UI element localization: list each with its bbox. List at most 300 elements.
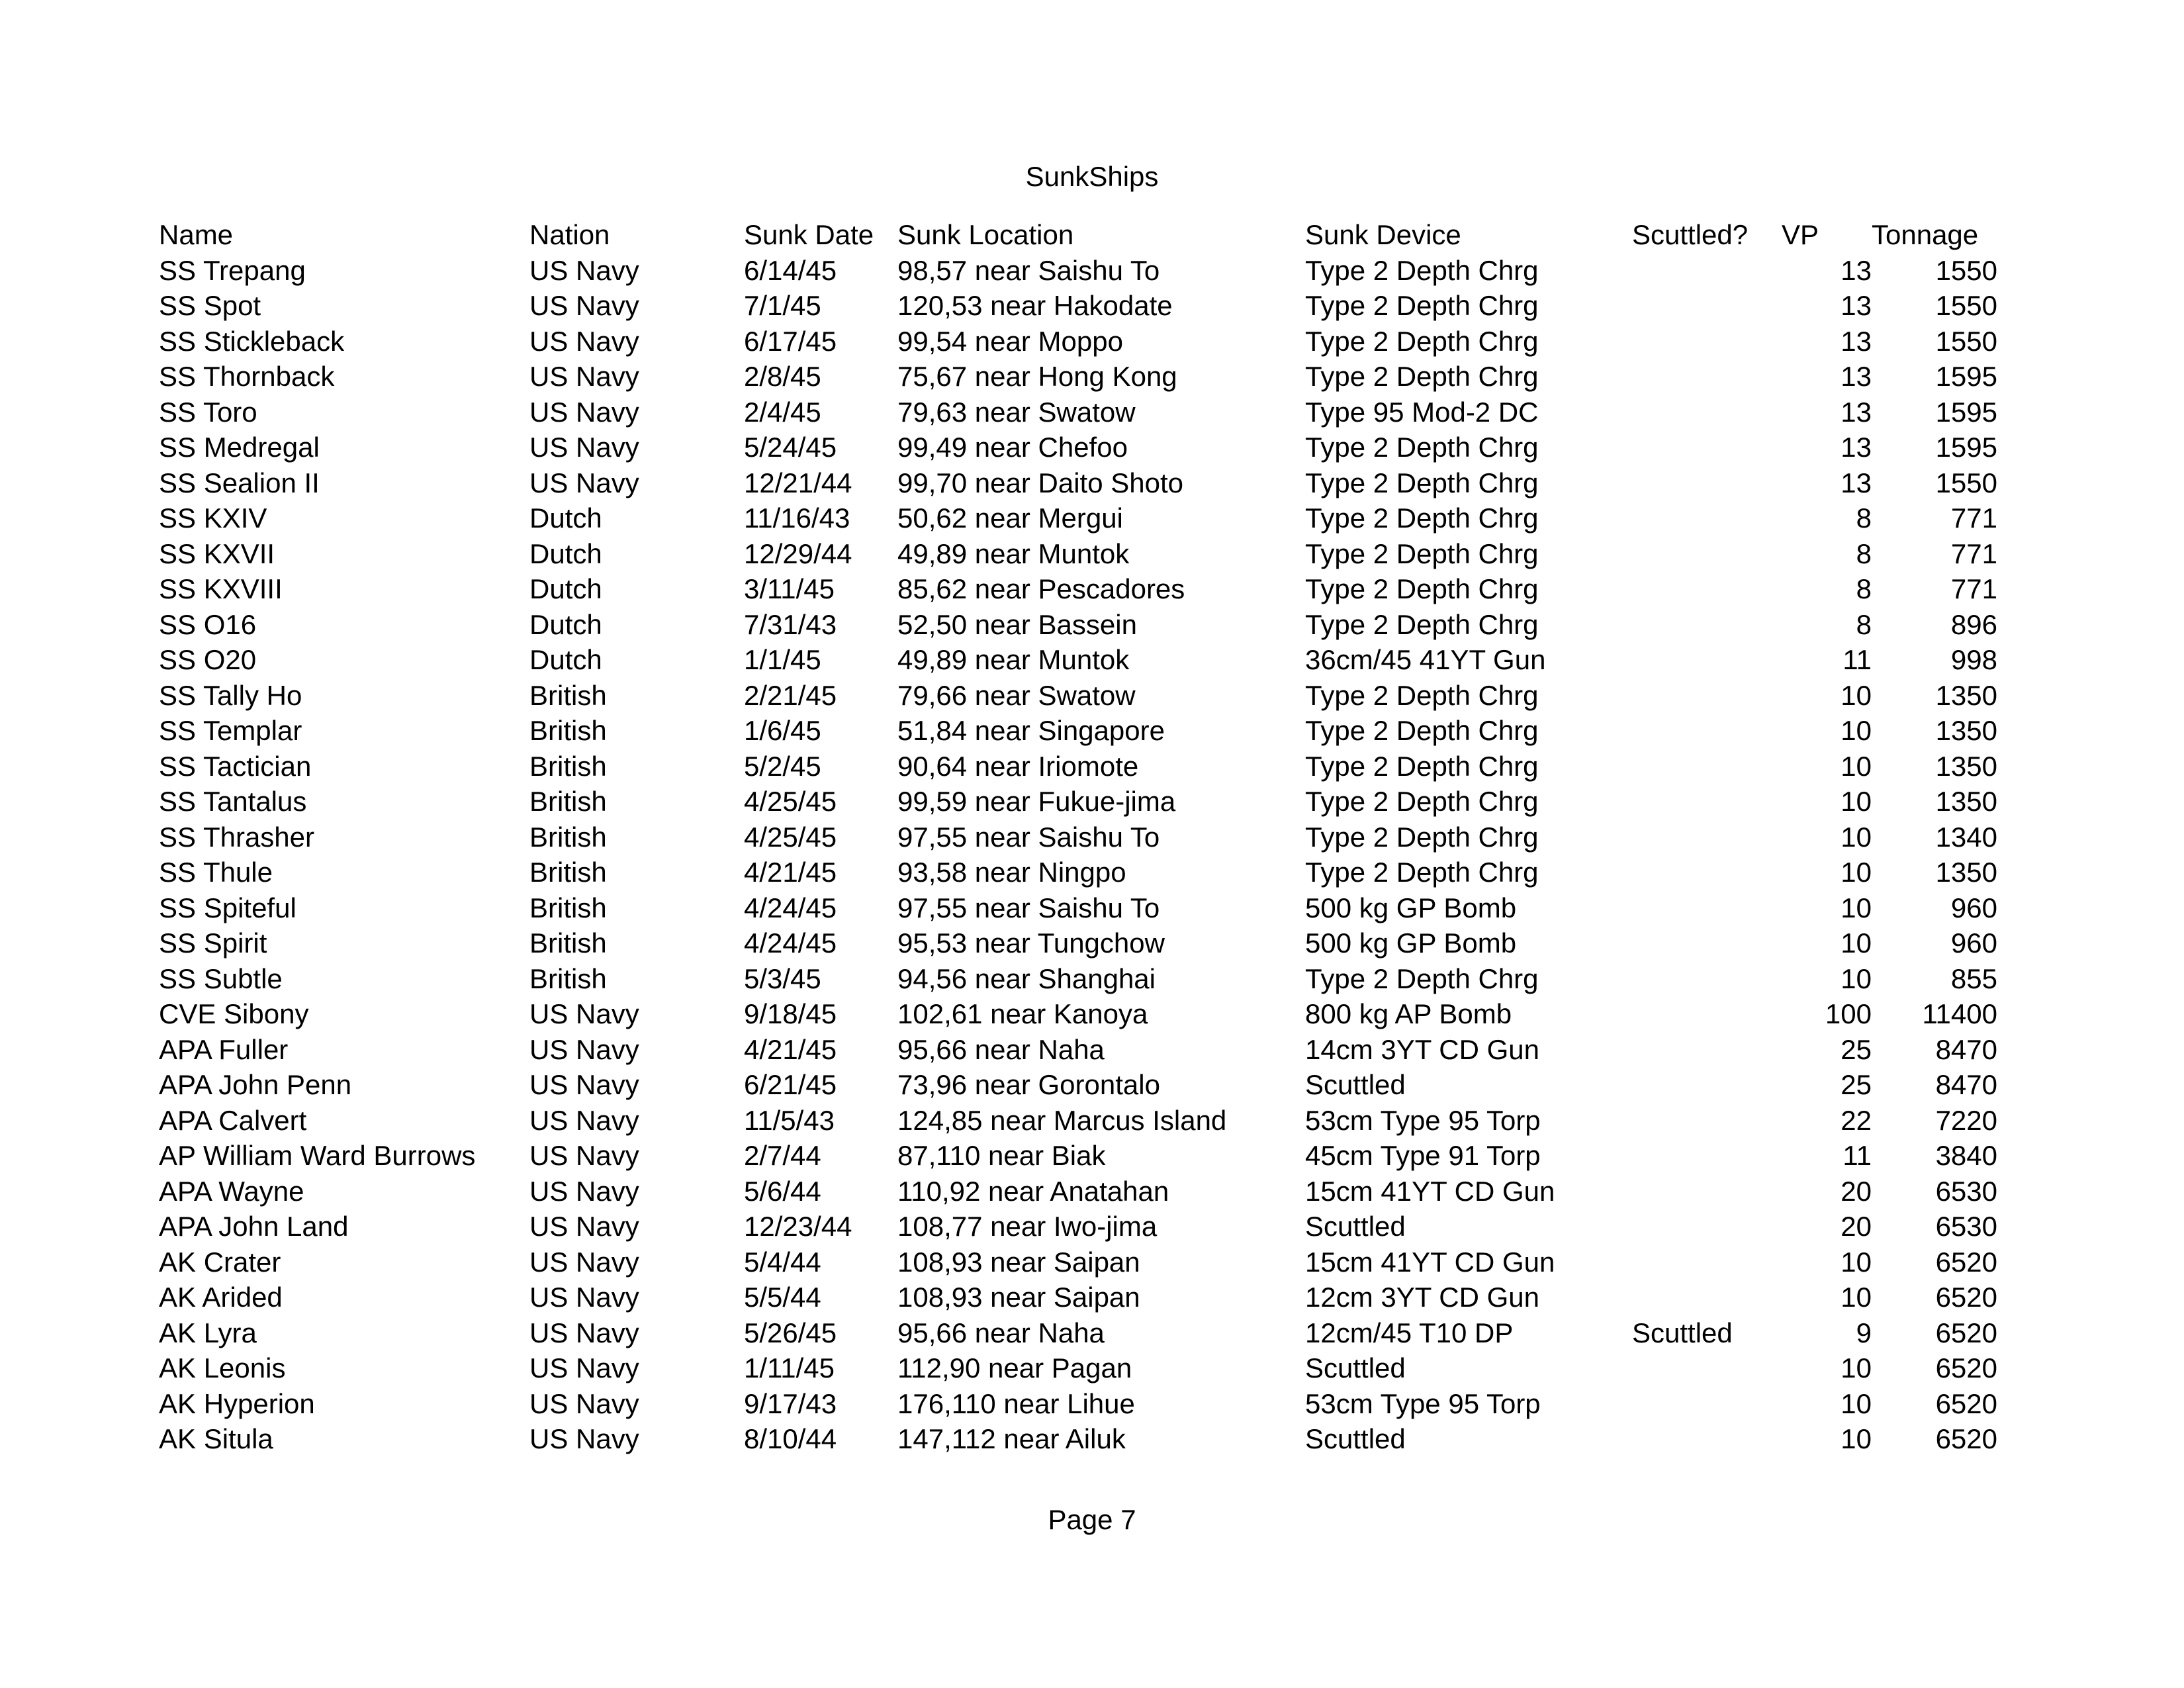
cell-sunk-device: Scuttled [1305, 1352, 1406, 1383]
cell-nation: British [529, 679, 607, 711]
cell-tonnage: 1350 [1935, 679, 1997, 711]
cell-scuttled [1632, 996, 1772, 1032]
cell-name: SS Tally Ho [159, 679, 302, 711]
cell-tonnage: 8470 [1935, 1069, 1997, 1100]
cell-sunk-device: Type 2 Depth Chrg [1305, 679, 1539, 711]
cell-sunk-date: 1/11/45 [744, 1352, 835, 1383]
cell-tonnage: 1550 [1935, 254, 1997, 286]
table-row [159, 1386, 1997, 1422]
cell-vp: 10 [1841, 821, 1872, 853]
cell-sunk-location: 90,64 near Iriomote [897, 750, 1139, 782]
cell-tonnage: 6530 [1935, 1175, 1997, 1207]
cell-scuttled [1632, 1421, 1772, 1457]
cell-name: APA Fuller [159, 1033, 289, 1065]
cell-nation: Dutch [529, 644, 602, 675]
cell-sunk-location: 49,89 near Muntok [897, 538, 1130, 569]
cell-scuttled [1632, 678, 1772, 714]
cell-nation: US Navy [529, 1387, 639, 1419]
cell-tonnage: 1350 [1935, 750, 1997, 782]
header-scuttled: Scuttled? [1632, 219, 1749, 250]
cell-sunk-location: 99,54 near Moppo [897, 325, 1123, 357]
cell-scuttled [1632, 925, 1772, 961]
cell-name: APA Calvert [159, 1104, 307, 1136]
cell-sunk-location: 94,56 near Shanghai [897, 962, 1156, 994]
cell-sunk-location: 79,66 near Swatow [897, 679, 1136, 711]
cell-nation: US Navy [529, 254, 639, 286]
cell-scuttled [1632, 1350, 1772, 1386]
cell-sunk-device: Type 95 Mod-2 DC [1305, 396, 1539, 428]
cell-name: SS Thule [159, 857, 273, 888]
cell-sunk-date: 2/21/45 [744, 679, 837, 711]
cell-vp: 10 [1841, 857, 1872, 888]
cell-sunk-device: 500 kg GP Bomb [1305, 927, 1517, 959]
cell-sunk-date: 2/4/45 [744, 396, 821, 428]
cell-nation: US Navy [529, 467, 639, 498]
cell-nation: US Navy [529, 1104, 639, 1136]
table-row [159, 996, 1997, 1032]
table-row [159, 607, 1997, 643]
cell-tonnage: 960 [1950, 927, 1997, 959]
cell-sunk-location: 85,62 near Pescadores [897, 573, 1185, 604]
cell-vp: 10 [1841, 750, 1872, 782]
cell-nation: Dutch [529, 608, 602, 640]
cell-sunk-date: 5/2/45 [744, 750, 821, 782]
cell-name: SS Thornback [159, 361, 335, 392]
cell-name: AK Lyra [159, 1317, 257, 1348]
cell-name: AK Crater [159, 1246, 281, 1278]
cell-vp: 9 [1856, 1317, 1872, 1348]
table-row [159, 536, 1997, 572]
cell-sunk-location: 176,110 near Lihue [897, 1387, 1135, 1419]
cell-name: SS KXIV [159, 502, 267, 534]
cell-sunk-date: 12/23/44 [744, 1211, 852, 1242]
cell-sunk-location: 112,90 near Pagan [897, 1352, 1132, 1383]
cell-vp: 13 [1841, 325, 1872, 357]
cell-name: AK Leonis [159, 1352, 286, 1383]
table-row [159, 890, 1997, 926]
cell-sunk-location: 110,92 near Anatahan [897, 1175, 1169, 1207]
cell-vp: 25 [1841, 1069, 1872, 1100]
header-sunk-location: Sunk Location [897, 219, 1074, 250]
cell-tonnage: 11400 [1922, 998, 1997, 1029]
cell-nation: US Navy [529, 1352, 639, 1383]
cell-sunk-location: 51,84 near Singapore [897, 715, 1165, 746]
cell-nation: British [529, 892, 607, 923]
cell-vp: 20 [1841, 1175, 1872, 1207]
cell-sunk-location: 75,67 near Hong Kong [897, 361, 1177, 392]
cell-nation: US Navy [529, 1423, 639, 1454]
cell-vp: 10 [1841, 715, 1872, 746]
cell-sunk-device: Type 2 Depth Chrg [1305, 290, 1539, 321]
cell-name: SS Medregal [159, 432, 320, 463]
cell-scuttled [1632, 1067, 1772, 1103]
cell-sunk-device: Type 2 Depth Chrg [1305, 821, 1539, 853]
cell-name: SS Tantalus [159, 786, 307, 817]
cell-nation: British [529, 750, 607, 782]
cell-tonnage: 6520 [1935, 1387, 1997, 1419]
table-row [159, 253, 1997, 289]
cell-sunk-date: 5/26/45 [744, 1317, 837, 1348]
table-row [159, 925, 1997, 961]
cell-nation: British [529, 715, 607, 746]
cell-nation: US Navy [529, 432, 639, 463]
table-row [159, 642, 1997, 678]
cell-sunk-location: 97,55 near Saishu To [897, 821, 1160, 853]
table-row [159, 324, 1997, 359]
cell-scuttled [1632, 430, 1772, 465]
cell-name: CVE Sibony [159, 998, 309, 1029]
cell-sunk-date: 4/21/45 [744, 1033, 837, 1065]
cell-tonnage: 6520 [1935, 1423, 1997, 1454]
cell-name: SS O16 [159, 608, 257, 640]
cell-sunk-device: Type 2 Depth Chrg [1305, 573, 1539, 604]
cell-sunk-device: Type 2 Depth Chrg [1305, 325, 1539, 357]
cell-tonnage: 960 [1950, 892, 1997, 923]
cell-sunk-device: Type 2 Depth Chrg [1305, 538, 1539, 569]
cell-tonnage: 896 [1950, 608, 1997, 640]
cell-vp: 8 [1856, 573, 1872, 604]
cell-sunk-location: 98,57 near Saishu To [897, 254, 1160, 286]
cell-sunk-device: 15cm 41YT CD Gun [1305, 1246, 1555, 1278]
cell-scuttled [1632, 395, 1772, 430]
cell-scuttled [1632, 1244, 1772, 1280]
cell-sunk-device: Type 2 Depth Chrg [1305, 962, 1539, 994]
cell-nation: US Navy [529, 1282, 639, 1313]
cell-sunk-date: 9/18/45 [744, 998, 837, 1029]
cell-sunk-date: 4/25/45 [744, 821, 837, 853]
cell-sunk-location: 108,93 near Saipan [897, 1282, 1140, 1313]
cell-scuttled [1632, 855, 1772, 890]
cell-nation: British [529, 927, 607, 959]
table-row [159, 855, 1997, 890]
table-row [159, 713, 1997, 749]
cell-sunk-date: 6/21/45 [744, 1069, 837, 1100]
cell-sunk-date: 12/29/44 [744, 538, 852, 569]
cell-vp: 22 [1841, 1104, 1872, 1136]
cell-sunk-device: Type 2 Depth Chrg [1305, 786, 1539, 817]
cell-sunk-date: 4/21/45 [744, 857, 837, 888]
cell-name: APA John Penn [159, 1069, 352, 1100]
page-footer: Page 7 [1048, 1504, 1136, 1535]
cell-vp: 20 [1841, 1211, 1872, 1242]
cell-scuttled [1632, 607, 1772, 643]
table-row [159, 500, 1997, 536]
cell-nation: US Navy [529, 1033, 639, 1065]
cell-nation: British [529, 786, 607, 817]
cell-sunk-location: 79,63 near Swatow [897, 396, 1136, 428]
cell-nation: US Navy [529, 1069, 639, 1100]
header-row [159, 217, 1997, 253]
cell-tonnage: 1350 [1935, 857, 1997, 888]
cell-tonnage: 771 [1950, 538, 1997, 569]
table-row [159, 1067, 1997, 1103]
cell-tonnage: 3840 [1935, 1140, 1997, 1171]
cell-sunk-date: 4/24/45 [744, 927, 837, 959]
cell-sunk-location: 93,58 near Ningpo [897, 857, 1126, 888]
cell-tonnage: 1340 [1935, 821, 1997, 853]
cell-vp: 10 [1841, 1246, 1872, 1278]
cell-vp: 10 [1841, 1352, 1872, 1383]
cell-tonnage: 1550 [1935, 467, 1997, 498]
cell-vp: 10 [1841, 962, 1872, 994]
sunk-ships-table [159, 217, 1997, 1457]
cell-vp: 10 [1841, 1282, 1872, 1313]
cell-sunk-device: 15cm 41YT CD Gun [1305, 1175, 1555, 1207]
table-row [159, 465, 1997, 501]
cell-scuttled [1632, 1386, 1772, 1422]
cell-sunk-device: 800 kg AP Bomb [1305, 998, 1512, 1029]
cell-name: SS Stickleback [159, 325, 345, 357]
cell-sunk-date: 4/25/45 [744, 786, 837, 817]
page-title: SunkShips [1025, 161, 1159, 192]
cell-nation: US Navy [529, 290, 639, 321]
cell-name: SS Spiteful [159, 892, 296, 923]
cell-sunk-date: 4/24/45 [744, 892, 837, 923]
table-row [159, 1209, 1997, 1244]
cell-tonnage: 8470 [1935, 1033, 1997, 1065]
cell-sunk-date: 1/6/45 [744, 715, 821, 746]
cell-vp: 11 [1843, 644, 1872, 675]
cell-scuttled [1632, 1280, 1772, 1315]
cell-tonnage: 771 [1950, 502, 1997, 534]
cell-scuttled [1632, 820, 1772, 855]
header-sunk-date: Sunk Date [744, 219, 874, 250]
cell-name: AK Arided [159, 1282, 283, 1313]
cell-vp: 10 [1841, 927, 1872, 959]
cell-name: APA John Land [159, 1211, 349, 1242]
cell-tonnage: 6520 [1935, 1317, 1997, 1348]
cell-nation: Dutch [529, 502, 602, 534]
cell-nation: US Navy [529, 1175, 639, 1207]
cell-sunk-date: 5/4/44 [744, 1246, 821, 1278]
cell-scuttled [1632, 713, 1772, 749]
cell-vp: 13 [1841, 432, 1872, 463]
cell-vp: 25 [1841, 1033, 1872, 1065]
cell-sunk-date: 5/3/45 [744, 962, 821, 994]
cell-sunk-location: 120,53 near Hakodate [897, 290, 1173, 321]
cell-vp: 13 [1841, 361, 1872, 392]
cell-scuttled [1632, 465, 1772, 501]
cell-vp: 10 [1841, 679, 1872, 711]
cell-sunk-device: Type 2 Depth Chrg [1305, 361, 1539, 392]
cell-nation: US Navy [529, 361, 639, 392]
cell-sunk-date: 2/8/45 [744, 361, 821, 392]
cell-sunk-location: 99,70 near Daito Shoto [897, 467, 1183, 498]
table-row [159, 1174, 1997, 1209]
cell-vp: 8 [1856, 538, 1872, 569]
table-row [159, 1244, 1997, 1280]
cell-sunk-date: 7/1/45 [744, 290, 821, 321]
cell-name: SS O20 [159, 644, 257, 675]
cell-scuttled: Scuttled [1632, 1317, 1733, 1348]
cell-nation: US Navy [529, 1246, 639, 1278]
cell-sunk-date: 7/31/43 [744, 608, 837, 640]
cell-sunk-device: Scuttled [1305, 1211, 1406, 1242]
cell-name: AK Hyperion [159, 1387, 315, 1419]
cell-tonnage: 6530 [1935, 1211, 1997, 1242]
table-row [159, 359, 1997, 395]
cell-sunk-device: Type 2 Depth Chrg [1305, 857, 1539, 888]
cell-sunk-location: 124,85 near Marcus Island [897, 1104, 1227, 1136]
cell-name: SS Spot [159, 290, 261, 321]
table-row [159, 1032, 1997, 1068]
table-row [159, 1421, 1997, 1457]
cell-sunk-location: 52,50 near Bassein [897, 608, 1137, 640]
table-row [159, 1103, 1997, 1139]
table-row [159, 395, 1997, 430]
cell-scuttled [1632, 1032, 1772, 1068]
cell-name: SS Toro [159, 396, 257, 428]
cell-vp: 13 [1841, 467, 1872, 498]
cell-vp: 10 [1841, 786, 1872, 817]
cell-vp: 11 [1843, 1140, 1872, 1171]
cell-scuttled [1632, 253, 1772, 289]
cell-scuttled [1632, 1103, 1772, 1139]
cell-sunk-location: 95,66 near Naha [897, 1033, 1105, 1065]
cell-sunk-location: 95,66 near Naha [897, 1317, 1105, 1348]
cell-sunk-device: Type 2 Depth Chrg [1305, 432, 1539, 463]
cell-tonnage: 1350 [1935, 786, 1997, 817]
cell-tonnage: 6520 [1935, 1246, 1997, 1278]
cell-sunk-date: 2/7/44 [744, 1140, 821, 1171]
cell-sunk-date: 1/1/45 [744, 644, 821, 675]
cell-sunk-device: 12cm 3YT CD Gun [1305, 1282, 1540, 1313]
table-row [159, 430, 1997, 465]
cell-nation: US Navy [529, 396, 639, 428]
cell-scuttled [1632, 288, 1772, 324]
cell-scuttled [1632, 784, 1772, 820]
cell-sunk-location: 102,61 near Kanoya [897, 998, 1148, 1029]
cell-sunk-device: 53cm Type 95 Torp [1305, 1387, 1541, 1419]
cell-name: SS Tactician [159, 750, 312, 782]
cell-name: AK Situla [159, 1423, 273, 1454]
cell-sunk-location: 95,53 near Tungchow [897, 927, 1165, 959]
cell-tonnage: 6520 [1935, 1352, 1997, 1383]
cell-sunk-device: Type 2 Depth Chrg [1305, 608, 1539, 640]
cell-nation: British [529, 821, 607, 853]
cell-name: SS Thrasher [159, 821, 314, 853]
table-row [159, 961, 1997, 997]
table-row [159, 1138, 1997, 1174]
cell-scuttled [1632, 749, 1772, 784]
cell-name: SS KXVIII [159, 573, 283, 604]
cell-sunk-location: 99,59 near Fukue-jima [897, 786, 1176, 817]
cell-vp: 8 [1856, 502, 1872, 534]
cell-sunk-date: 6/14/45 [744, 254, 837, 286]
cell-name: SS Spirit [159, 927, 267, 959]
cell-sunk-location: 73,96 near Gorontalo [897, 1069, 1160, 1100]
cell-nation: US Navy [529, 325, 639, 357]
cell-sunk-date: 6/17/45 [744, 325, 837, 357]
cell-sunk-date: 11/16/43 [744, 502, 850, 534]
cell-sunk-device: Type 2 Depth Chrg [1305, 715, 1539, 746]
cell-sunk-date: 5/5/44 [744, 1282, 821, 1313]
header-nation: Nation [529, 219, 610, 250]
table-row [159, 749, 1997, 784]
cell-sunk-date: 12/21/44 [744, 467, 852, 498]
cell-tonnage: 998 [1950, 644, 1997, 675]
cell-sunk-location: 97,55 near Saishu To [897, 892, 1160, 923]
cell-tonnage: 1550 [1935, 325, 1997, 357]
cell-scuttled [1632, 1209, 1772, 1244]
table-row [159, 1280, 1997, 1315]
cell-tonnage: 1595 [1935, 361, 1997, 392]
cell-sunk-device: 14cm 3YT CD Gun [1305, 1033, 1540, 1065]
header-tonnage: Tonnage [1872, 219, 1979, 250]
cell-sunk-location: 49,89 near Muntok [897, 644, 1130, 675]
cell-vp: 13 [1841, 254, 1872, 286]
cell-nation: US Navy [529, 1140, 639, 1171]
table-row [159, 1350, 1997, 1386]
cell-sunk-location: 50,62 near Mergui [897, 502, 1123, 534]
cell-scuttled [1632, 571, 1772, 607]
cell-name: SS Subtle [159, 962, 283, 994]
cell-name: SS Templar [159, 715, 302, 746]
cell-name: APA Wayne [159, 1175, 304, 1207]
cell-tonnage: 1350 [1935, 715, 1997, 746]
cell-sunk-location: 87,110 near Biak [897, 1140, 1106, 1171]
cell-vp: 8 [1856, 608, 1872, 640]
header-vp: VP [1782, 219, 1819, 250]
cell-nation: US Navy [529, 1211, 639, 1242]
cell-nation: Dutch [529, 538, 602, 569]
table-row [159, 1315, 1997, 1351]
cell-scuttled [1632, 1138, 1772, 1174]
cell-scuttled [1632, 890, 1772, 926]
cell-tonnage: 1550 [1935, 290, 1997, 321]
cell-scuttled [1632, 359, 1772, 395]
cell-nation: British [529, 962, 607, 994]
table-body [159, 253, 1997, 1457]
table-row [159, 820, 1997, 855]
cell-vp: 10 [1841, 1387, 1872, 1419]
cell-name: SS KXVII [159, 538, 275, 569]
cell-sunk-device: Type 2 Depth Chrg [1305, 502, 1539, 534]
cell-scuttled [1632, 324, 1772, 359]
cell-sunk-device: 12cm/45 T10 DP [1305, 1317, 1514, 1348]
table-row [159, 288, 1997, 324]
cell-vp: 13 [1841, 290, 1872, 321]
cell-sunk-date: 11/5/43 [744, 1104, 835, 1136]
cell-tonnage: 7220 [1935, 1104, 1997, 1136]
cell-sunk-device: Type 2 Depth Chrg [1305, 750, 1539, 782]
cell-nation: US Navy [529, 998, 639, 1029]
cell-scuttled [1632, 642, 1772, 678]
cell-vp: 13 [1841, 396, 1872, 428]
cell-sunk-device: 53cm Type 95 Torp [1305, 1104, 1541, 1136]
cell-scuttled [1632, 536, 1772, 572]
cell-nation: Dutch [529, 573, 602, 604]
cell-name: SS Sealion II [159, 467, 320, 498]
header-name: Name [159, 219, 234, 250]
cell-sunk-date: 8/10/44 [744, 1423, 837, 1454]
cell-sunk-location: 99,49 near Chefoo [897, 432, 1128, 463]
cell-sunk-device: 500 kg GP Bomb [1305, 892, 1517, 923]
cell-sunk-date: 5/24/45 [744, 432, 837, 463]
cell-scuttled [1632, 500, 1772, 536]
table-row [159, 571, 1997, 607]
cell-sunk-device: 36cm/45 41YT Gun [1305, 644, 1546, 675]
cell-sunk-date: 9/17/43 [744, 1387, 837, 1419]
cell-tonnage: 1595 [1935, 432, 1997, 463]
cell-sunk-device: Scuttled [1305, 1423, 1406, 1454]
cell-scuttled [1632, 1174, 1772, 1209]
table-row [159, 678, 1997, 714]
cell-nation: British [529, 857, 607, 888]
cell-nation: US Navy [529, 1317, 639, 1348]
cell-sunk-device: Scuttled [1305, 1069, 1406, 1100]
table-row [159, 784, 1997, 820]
